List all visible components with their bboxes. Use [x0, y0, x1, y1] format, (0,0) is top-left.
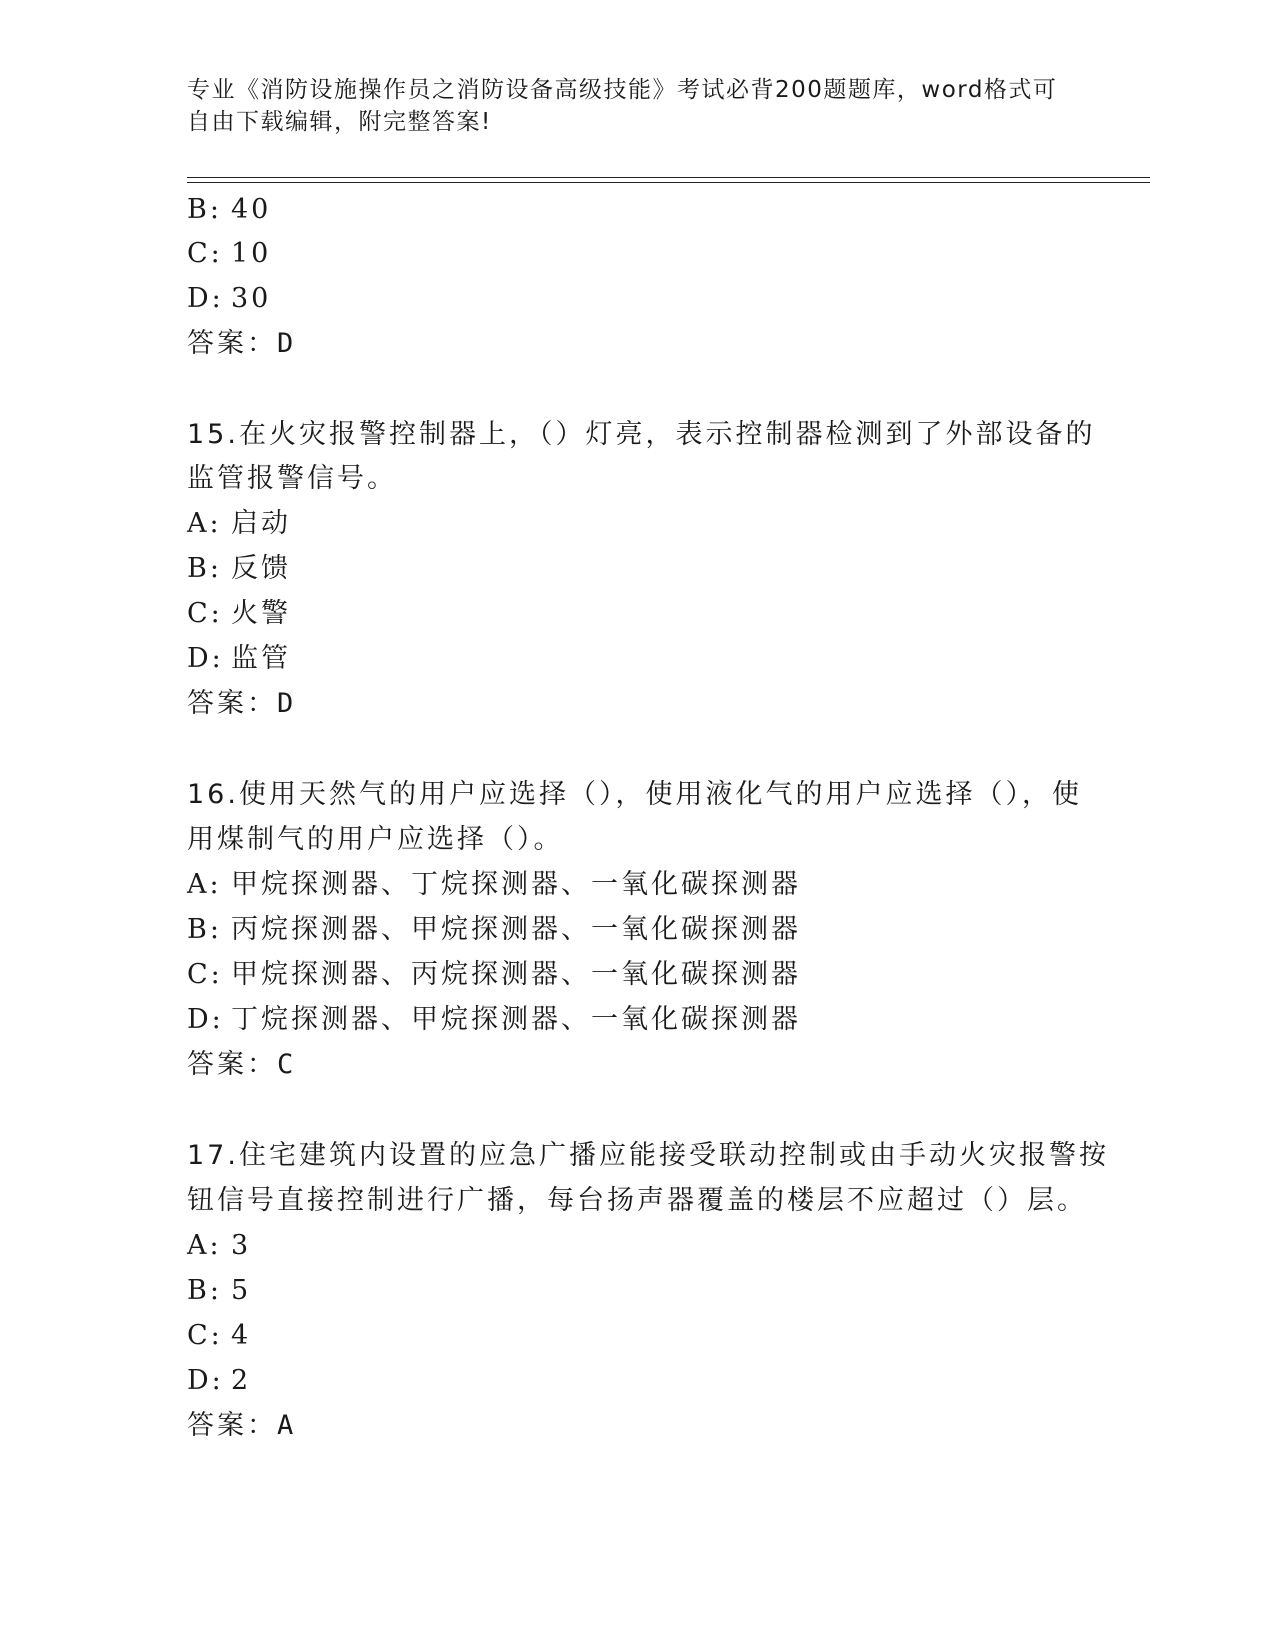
q17-option-d: [187, 1364, 251, 1398]
q15-option-c: [187, 597, 291, 631]
answer-value: D: [277, 328, 297, 359]
option-text: 丁烷探测器、甲烷探测器、一氧化碳探测器: [231, 1004, 801, 1035]
option-label: C:: [187, 598, 223, 629]
option-text: 3: [231, 1230, 252, 1261]
option-label: A:: [187, 508, 222, 539]
header-line-1: 专业《消防设施操作员之消防设备高级技能》考试必背200题题库，word格式可: [187, 77, 1058, 103]
q15-stem-line-1: 15.在火灾报警控制器上，（）灯亮，表示控制器检测到了外部设备的: [187, 419, 1096, 450]
q15-option-b: [187, 552, 291, 586]
header-rule-top: [187, 177, 1150, 178]
answer-label: 答案：: [187, 1049, 277, 1080]
option-label: D:: [187, 1004, 224, 1035]
option-text: 反馈: [231, 553, 291, 584]
q16-stem-line-2: 用煤制气的用户应选择（）。: [187, 824, 564, 855]
q16-answer: [187, 1048, 296, 1082]
option-text: 40: [231, 194, 272, 225]
option-text: 5: [231, 1275, 252, 1306]
q14-answer: [187, 327, 296, 361]
option-text: 甲烷探测器、丙烷探测器、一氧化碳探测器: [231, 959, 801, 990]
answer-value: C: [277, 1049, 297, 1080]
option-text: 火警: [231, 598, 291, 629]
option-label: D:: [187, 1365, 224, 1396]
q17-answer: [187, 1409, 296, 1443]
document-header: [187, 74, 1067, 138]
option-text: 2: [231, 1365, 252, 1396]
q17-option-a: [187, 1229, 251, 1263]
q14-option-b: [187, 193, 271, 227]
header-rule-bottom: [187, 182, 1150, 183]
q14-option-c: [187, 237, 271, 271]
q16-option-b: [187, 913, 801, 947]
option-text: 启动: [231, 508, 291, 539]
q15-option-d: [187, 642, 291, 676]
option-label: C:: [187, 1320, 223, 1351]
q16-stem-line-1: 16.使用天然气的用户应选择（），使用液化气的用户应选择（），使: [187, 779, 1082, 810]
answer-label: 答案：: [187, 328, 277, 359]
option-label: D:: [187, 283, 224, 314]
answer-value: D: [277, 688, 297, 719]
option-label: C:: [187, 238, 223, 269]
option-label: B:: [187, 1275, 222, 1306]
option-label: B:: [187, 194, 222, 225]
option-label: A:: [187, 869, 222, 900]
option-text: 4: [231, 1320, 252, 1351]
q16-option-c: [187, 958, 801, 992]
q17-stem-line-1: 17.住宅建筑内设置的应急广播应能接受联动控制或由手动火灾报警按: [187, 1140, 1109, 1171]
q16-option-a: [187, 868, 801, 902]
option-label: C:: [187, 959, 223, 990]
option-text: 30: [231, 283, 272, 314]
q14-option-d: [187, 282, 271, 316]
q17-option-b: [187, 1274, 251, 1308]
option-label: B:: [187, 553, 222, 584]
q17-option-c: [187, 1319, 251, 1353]
q16-option-d: [187, 1003, 801, 1037]
option-label: A:: [187, 1230, 222, 1261]
option-label: B:: [187, 914, 222, 945]
answer-label: 答案：: [187, 688, 277, 719]
q17-stem-line-2: 钮信号直接控制进行广播，每台扬声器覆盖的楼层不应超过（）层。: [187, 1185, 1087, 1216]
option-label: D:: [187, 643, 224, 674]
answer-label: 答案：: [187, 1410, 277, 1441]
q15-option-a: [187, 507, 291, 541]
q15-stem-line-2: 监管报警信号。: [187, 463, 397, 494]
answer-value: A: [277, 1410, 297, 1441]
option-text: 10: [231, 238, 272, 269]
header-line-2: 自由下载编辑，附完整答案!: [187, 109, 492, 135]
option-text: 丙烷探测器、甲烷探测器、一氧化碳探测器: [231, 914, 801, 945]
option-text: 监管: [231, 643, 291, 674]
q15-answer: [187, 687, 296, 721]
option-text: 甲烷探测器、丁烷探测器、一氧化碳探测器: [231, 869, 801, 900]
